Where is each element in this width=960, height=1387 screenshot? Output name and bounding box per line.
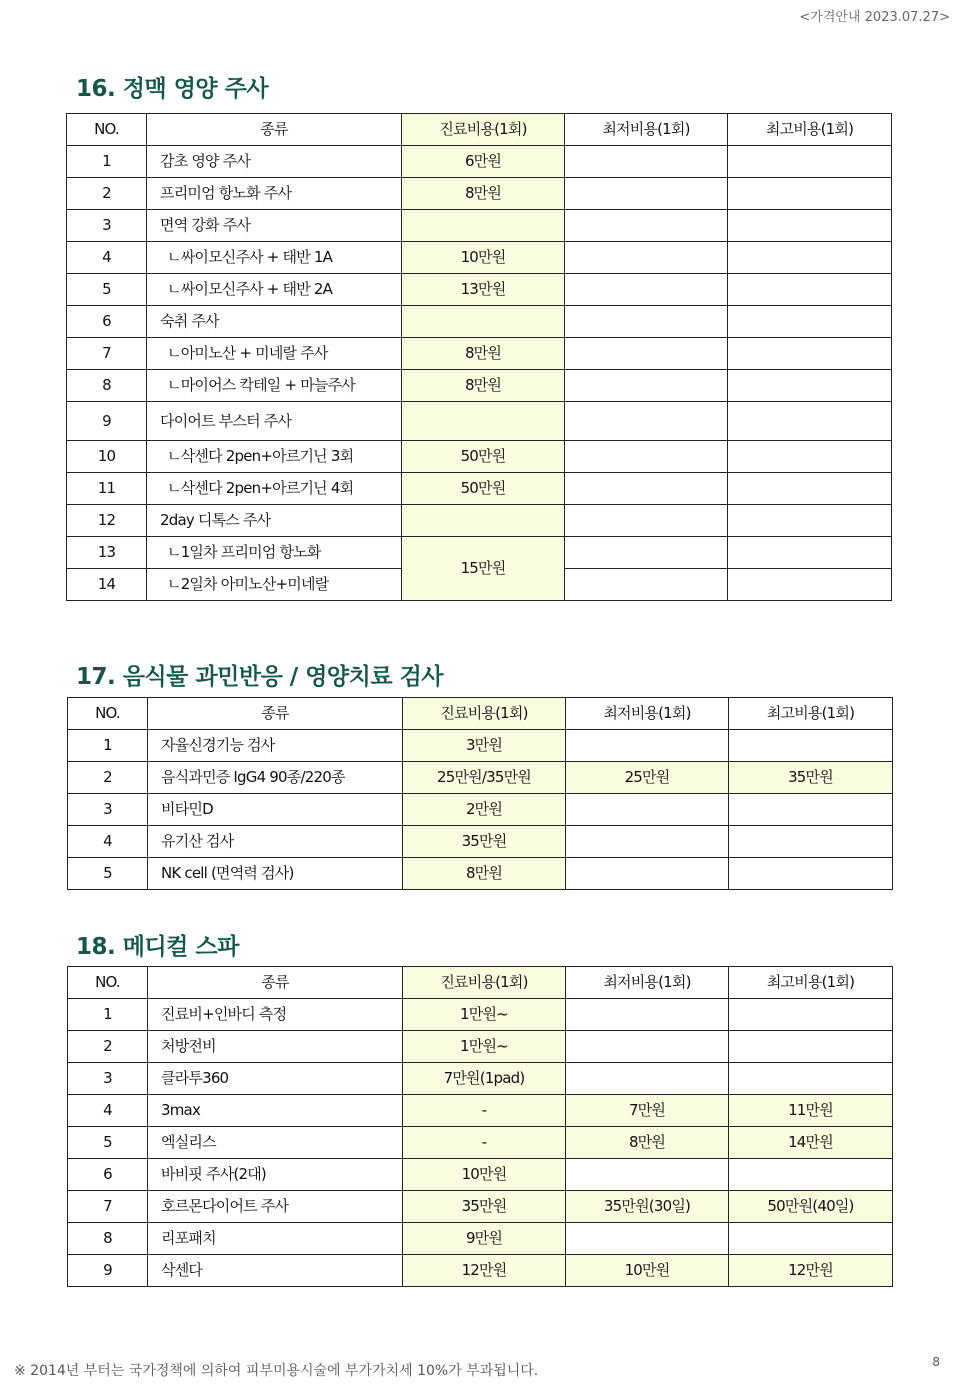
col-header-cost: 진료비용(1회) — [403, 967, 566, 999]
table-row — [68, 1223, 893, 1255]
col-header-min: 최저비용(1회) — [566, 698, 729, 730]
row-max: 14만원 — [729, 1127, 893, 1159]
row-cost: 10만원 — [403, 1159, 566, 1191]
row-no: 7 — [67, 338, 147, 370]
row-max — [728, 146, 892, 178]
col-header-cost: 진료비용(1회) — [402, 114, 565, 146]
row-no: 6 — [68, 1159, 148, 1191]
row-no: 3 — [68, 1063, 148, 1095]
row-name: 진료비+인바디 측정 — [148, 999, 403, 1031]
row-cost: - — [403, 1127, 566, 1159]
table-row — [67, 306, 892, 338]
section-17-table — [67, 697, 893, 890]
table-row — [68, 858, 893, 890]
col-header-type: 종류 — [147, 114, 402, 146]
row-max — [728, 306, 892, 338]
row-max: 50만원(40일) — [729, 1191, 893, 1223]
row-max: 11만원 — [729, 1095, 893, 1127]
row-name: 클라투360 — [148, 1063, 403, 1095]
table-header-row — [67, 114, 892, 146]
table-row — [67, 178, 892, 210]
col-header-max: 최고비용(1회) — [729, 698, 893, 730]
row-name: ㄴ1일차 프리미엄 항노화 — [147, 537, 402, 569]
row-cost: 35만원 — [403, 826, 566, 858]
row-name: 감초 영양 주사 — [147, 146, 402, 178]
row-max — [729, 858, 893, 890]
row-cost — [402, 402, 565, 441]
row-cost: 6만원 — [402, 146, 565, 178]
row-name: ㄴ마이어스 칵테일 + 마늘주사 — [147, 370, 402, 402]
table-row — [68, 826, 893, 858]
row-max — [728, 210, 892, 242]
table-row — [67, 210, 892, 242]
table-row — [67, 370, 892, 402]
row-no: 9 — [68, 1255, 148, 1287]
row-min — [566, 1063, 729, 1095]
row-max — [728, 473, 892, 505]
row-no: 10 — [67, 441, 147, 473]
row-name: 3max — [148, 1095, 403, 1127]
table-row — [68, 1063, 893, 1095]
row-no: 13 — [67, 537, 147, 569]
row-max — [729, 1031, 893, 1063]
row-min — [566, 1031, 729, 1063]
row-name: ㄴ싸이모신주사 + 태반 1A — [147, 242, 402, 274]
col-header-min: 최저비용(1회) — [566, 967, 729, 999]
row-cost — [402, 210, 565, 242]
section-18-title: 18. 메디컬 스파 — [76, 934, 239, 960]
row-cost: 25만원/35만원 — [403, 762, 566, 794]
row-cost: 12만원 — [403, 1255, 566, 1287]
row-min — [565, 569, 728, 601]
row-min — [565, 338, 728, 370]
table-row — [67, 242, 892, 274]
row-max — [728, 402, 892, 441]
row-name: 삭센다 — [148, 1255, 403, 1287]
section-16-table — [66, 113, 892, 601]
row-max — [729, 999, 893, 1031]
row-cost: 2만원 — [403, 794, 566, 826]
row-name: 숙취 주사 — [147, 306, 402, 338]
page-number: 8 — [932, 1355, 940, 1369]
table-row — [67, 441, 892, 473]
row-min — [565, 146, 728, 178]
row-no: 1 — [68, 730, 148, 762]
row-min — [566, 999, 729, 1031]
row-min — [566, 1223, 729, 1255]
row-name: ㄴ싸이모신주사 + 태반 2A — [147, 274, 402, 306]
row-min — [565, 242, 728, 274]
row-min — [565, 306, 728, 338]
row-min — [566, 1159, 729, 1191]
row-min — [566, 858, 729, 890]
row-no: 12 — [67, 505, 147, 537]
col-header-cost: 진료비용(1회) — [403, 698, 566, 730]
col-header-max: 최고비용(1회) — [728, 114, 892, 146]
row-min — [565, 178, 728, 210]
row-min — [565, 402, 728, 441]
row-no: 4 — [68, 826, 148, 858]
row-cost: 7만원(1pad) — [403, 1063, 566, 1095]
section-18-table — [67, 966, 893, 1287]
row-cost-merged: 15만원 — [402, 537, 565, 601]
row-min — [566, 794, 729, 826]
section-17-title: 17. 음식물 과민반응 / 영양치료 검사 — [76, 664, 444, 690]
row-max — [728, 370, 892, 402]
row-min — [565, 370, 728, 402]
row-name: ㄴ삭센다 2pen+아르기닌 3회 — [147, 441, 402, 473]
row-min — [565, 441, 728, 473]
row-name: 바비핏 주사(2대) — [148, 1159, 403, 1191]
row-no: 11 — [67, 473, 147, 505]
row-cost: 1만원~ — [403, 999, 566, 1031]
row-max — [728, 441, 892, 473]
row-name: 2day 디톡스 주사 — [147, 505, 402, 537]
row-no: 8 — [68, 1223, 148, 1255]
col-header-no: NO. — [68, 967, 148, 999]
col-header-min: 최저비용(1회) — [565, 114, 728, 146]
row-max — [729, 794, 893, 826]
col-header-max: 최고비용(1회) — [729, 967, 893, 999]
row-cost: 8만원 — [402, 178, 565, 210]
row-name: 호르몬다이어트 주사 — [148, 1191, 403, 1223]
row-no: 2 — [67, 178, 147, 210]
row-min: 25만원 — [566, 762, 729, 794]
row-min — [565, 473, 728, 505]
row-min — [566, 826, 729, 858]
row-no: 3 — [68, 794, 148, 826]
row-min: 7만원 — [566, 1095, 729, 1127]
row-cost: 13만원 — [402, 274, 565, 306]
row-no: 4 — [68, 1095, 148, 1127]
row-name: NK cell (면역력 검사) — [148, 858, 403, 890]
row-max — [728, 537, 892, 569]
table-row — [68, 730, 893, 762]
table-row — [67, 505, 892, 537]
row-max — [729, 1063, 893, 1095]
row-cost: 35만원 — [403, 1191, 566, 1223]
col-header-type: 종류 — [148, 967, 403, 999]
row-cost — [402, 306, 565, 338]
row-cost: 9만원 — [403, 1223, 566, 1255]
row-min — [565, 505, 728, 537]
row-name: 유기산 검사 — [148, 826, 403, 858]
row-name: ㄴ삭센다 2pen+아르기닌 4회 — [147, 473, 402, 505]
row-cost: 50만원 — [402, 441, 565, 473]
table-row — [68, 1191, 893, 1223]
table-row — [67, 338, 892, 370]
table-row — [68, 762, 893, 794]
row-max — [728, 242, 892, 274]
col-header-no: NO. — [67, 114, 147, 146]
table-row — [68, 1255, 893, 1287]
row-max — [728, 505, 892, 537]
row-name: 프리미엄 항노화 주사 — [147, 178, 402, 210]
vat-notice: ※ 2014년 부터는 국가정책에 의하여 피부미용시술에 부가가치세 10%가 부과됩니다. — [14, 1363, 539, 1379]
row-name: 음식과민증 IgG4 90종/220종 — [148, 762, 403, 794]
row-no: 7 — [68, 1191, 148, 1223]
row-cost: 8만원 — [402, 370, 565, 402]
table-row — [67, 402, 892, 441]
row-no: 8 — [67, 370, 147, 402]
row-cost: 10만원 — [402, 242, 565, 274]
row-no: 6 — [67, 306, 147, 338]
document-date-note: <가격안내 2023.07.27> — [799, 10, 950, 25]
row-cost: 50만원 — [402, 473, 565, 505]
table-row — [68, 1159, 893, 1191]
row-no: 5 — [68, 858, 148, 890]
row-max — [729, 730, 893, 762]
row-no: 14 — [67, 569, 147, 601]
row-min: 8만원 — [566, 1127, 729, 1159]
row-cost: 1만원~ — [403, 1031, 566, 1063]
row-name: ㄴ2일차 아미노산+미네랄 — [147, 569, 402, 601]
col-header-type: 종류 — [148, 698, 403, 730]
table-row — [68, 1031, 893, 1063]
row-no: 5 — [68, 1127, 148, 1159]
row-min: 10만원 — [566, 1255, 729, 1287]
row-no: 2 — [68, 1031, 148, 1063]
table-row — [67, 473, 892, 505]
row-no: 3 — [67, 210, 147, 242]
table-row — [67, 274, 892, 306]
col-header-no: NO. — [68, 698, 148, 730]
row-max — [729, 1159, 893, 1191]
row-no: 4 — [67, 242, 147, 274]
row-min — [565, 274, 728, 306]
row-no: 5 — [67, 274, 147, 306]
table-row — [68, 794, 893, 826]
table-row — [68, 999, 893, 1031]
section-16-title: 16. 정맥 영양 주사 — [76, 76, 269, 102]
row-cost: 8만원 — [403, 858, 566, 890]
row-no: 1 — [68, 999, 148, 1031]
row-max: 12만원 — [729, 1255, 893, 1287]
row-max — [728, 274, 892, 306]
table-row — [68, 1095, 893, 1127]
row-max — [728, 569, 892, 601]
row-name: 면역 강화 주사 — [147, 210, 402, 242]
row-name: 다이어트 부스터 주사 — [147, 402, 402, 441]
row-name: 자율신경기능 검사 — [148, 730, 403, 762]
row-no: 2 — [68, 762, 148, 794]
table-row — [67, 146, 892, 178]
row-no: 9 — [67, 402, 147, 441]
row-name: 엑실리스 — [148, 1127, 403, 1159]
row-max — [729, 826, 893, 858]
row-cost — [402, 505, 565, 537]
row-max — [728, 338, 892, 370]
row-min — [565, 210, 728, 242]
table-row — [68, 1127, 893, 1159]
table-header-row — [68, 967, 893, 999]
row-max — [728, 178, 892, 210]
row-min — [565, 537, 728, 569]
row-cost: 3만원 — [403, 730, 566, 762]
table-row — [67, 537, 892, 569]
row-name: 처방전비 — [148, 1031, 403, 1063]
row-max: 35만원 — [729, 762, 893, 794]
row-name: 비타민D — [148, 794, 403, 826]
row-name: 리포패치 — [148, 1223, 403, 1255]
row-cost: - — [403, 1095, 566, 1127]
row-min: 35만원(30일) — [566, 1191, 729, 1223]
row-min — [566, 730, 729, 762]
row-no: 1 — [67, 146, 147, 178]
row-cost: 8만원 — [402, 338, 565, 370]
table-header-row — [68, 698, 893, 730]
row-name: ㄴ아미노산 + 미네랄 주사 — [147, 338, 402, 370]
row-max — [729, 1223, 893, 1255]
